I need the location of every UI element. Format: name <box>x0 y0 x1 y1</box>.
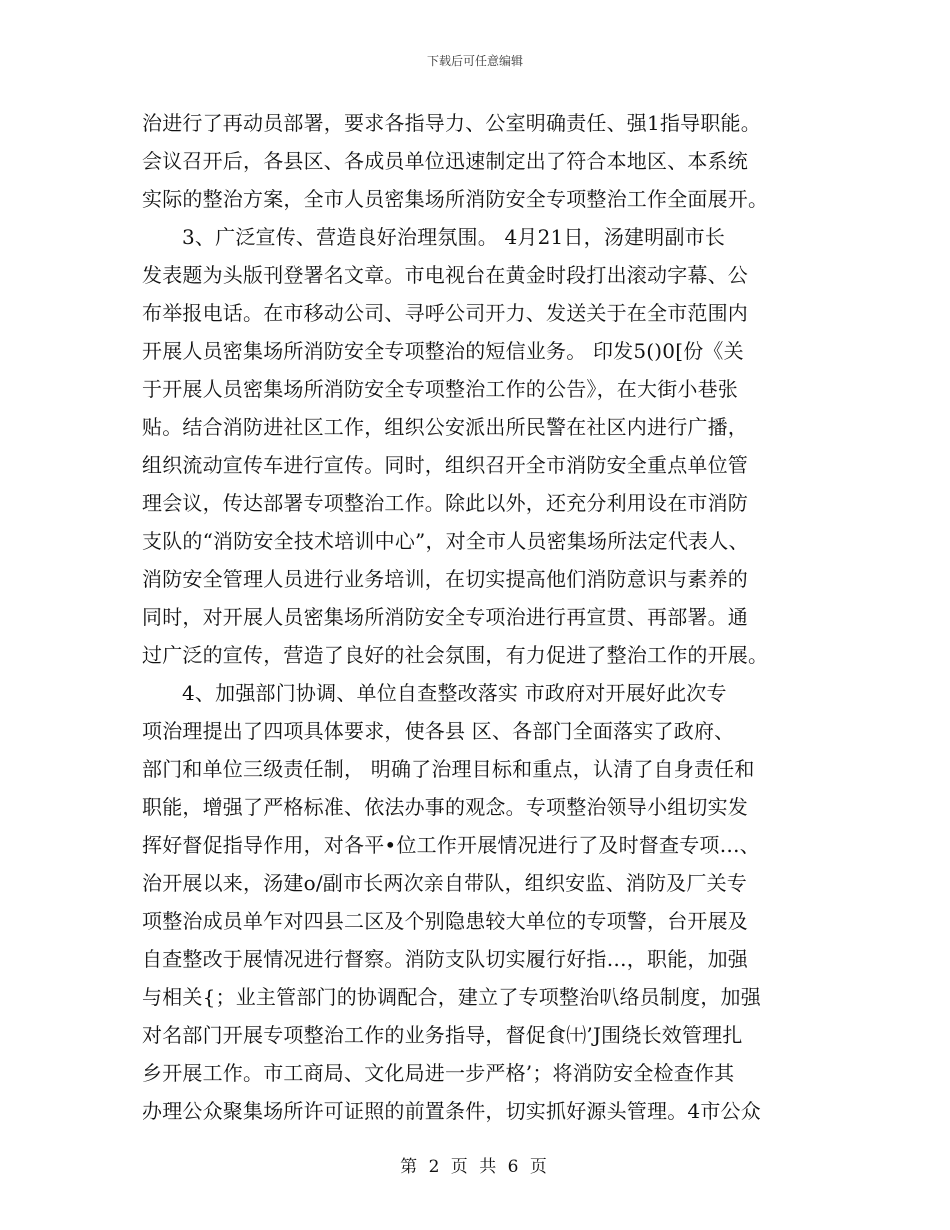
text-line: 组织流动宣传车进行宣传。同时，组织召开全市消防安全重点单位管 <box>142 453 748 477</box>
text-line: 开展人员密集场所消防安全专项整治的短信业务。 印发5()0[份《关 <box>142 339 744 363</box>
text-line: 实际的整治方案，全市人员密集场所消防安全专项整治工作全面展开。 <box>142 187 769 211</box>
text-line: 治进行了再动员部署，要求各指导力、公室明确责任、强1指导职能。 <box>142 111 761 135</box>
text-line: 治开展以来，汤建o/副市长两次亲自带队，组织安监、消防及厂关专 <box>142 871 747 895</box>
text-line: 于开展人员密集场所消防安全专项整治工作的公告》，在大街小巷张 <box>142 377 738 401</box>
text-line: 乡开展工作。市工商局、文化局进一步严格’；将消防安全检查作其 <box>142 1061 735 1085</box>
text-line: 会议召开后，各县区、各成员单位迅速制定出了符合本地区、本系统 <box>142 149 748 173</box>
text-line: 职能，增强了严格标准、依法办事的观念。专项整治领导小组切实发 <box>142 795 748 819</box>
text-line: 理会议，传达部署专项整治工作。除此以外，还充分利用设在市消防 <box>142 491 748 515</box>
text-line: 对名部门开展专项整治工作的业务指导，督促食㈩’J围绕长效管理扎 <box>142 1023 743 1047</box>
text-line: 发表题为头版刊登署名文章。市电视台在黄金时段打出滚动字幕、公 <box>142 263 748 287</box>
page-header: 下载后可任意编辑 <box>426 54 523 68</box>
text-line: 自查整改于展情况进行督察。消防支队切实履行好指…，职能，加强 <box>142 947 748 971</box>
text-line: 项整治成员单乍对四县二区及个别隐患较大单位的专项警，台开展及 <box>142 909 748 933</box>
text-line: 挥好督促指导作用，对各平•位工作开展情况进行了及时督查专项…、 <box>142 833 760 857</box>
body-text <box>142 104 818 1130</box>
text-line: 过广泛的宣传，营造了良好的社会氛围，有力促进了整治工作的开展。 <box>142 643 769 667</box>
text-line: 与相关{；业主管部门的协调配合，建立了专项整治叭络员制度，加强 <box>142 985 761 1009</box>
text-line: 布举报电话。在市移动公司、寻呼公司开力、发送关于在全市范围内 <box>142 301 748 325</box>
text-line: 支队的“消防安全技术培训中心”，对全市人员密集场所法定代表人、 <box>142 529 749 553</box>
text-line: 贴。结合消防进社区工作，组织公安派出所民警在社区内进行广播， <box>142 415 748 439</box>
text-line: 项治理提出了四项具体要求，使各县 区、各部门全面落实了政府、 <box>142 719 735 743</box>
page-number: 第 2 页 共 6 页 <box>400 1157 550 1177</box>
text-line: 消防安全管理人员进行业务培训，在切实提高他们消防意识与素养的 <box>142 567 748 591</box>
section-heading-3: 3、广泛宣传、营造良好治理氛围。 4月21日，汤建明副市长 <box>182 225 726 249</box>
section-heading-4: 4、加强部门协调、单位自查整改落实 市政府对开展好此次专 <box>182 681 727 705</box>
text-line: 办理公众聚集场所许可证照的前置条件，切实抓好源头管理。4市公众 <box>142 1099 761 1123</box>
text-line: 部门和单位三级责任制， 明确了治理目标和重点，认清了自身责任和 <box>142 757 755 781</box>
text-line: 同时，对开展人员密集场所消防安全专项治进行再宣贯、再部署。通 <box>142 605 748 629</box>
